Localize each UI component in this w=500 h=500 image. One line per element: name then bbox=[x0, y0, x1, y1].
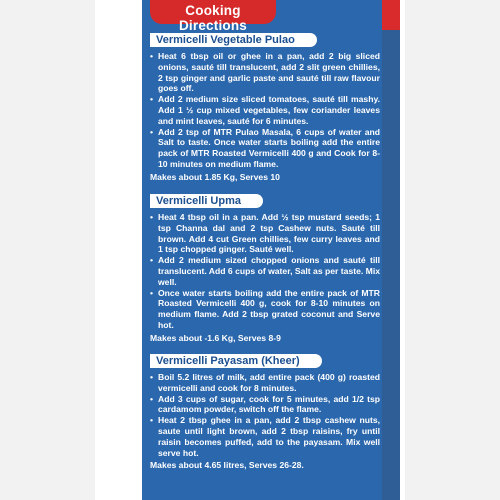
recipe-step: • Add 2 tsp of MTR Pulao Masala, 6 cups of water and Salt to taste. Once water starts boiling add the entire pack of MTR Roasted Vermicelli 400 g and Cook for 8-10 minutes on medium flame. bbox=[150, 127, 380, 170]
recipe-payasam bbox=[150, 351, 380, 471]
recipe-title: Vermicelli Payasam (Kheer) bbox=[150, 354, 322, 368]
background-right bbox=[405, 0, 500, 500]
recipe-title: Vermicelli Upma bbox=[150, 194, 263, 208]
recipe-upma bbox=[150, 191, 380, 344]
recipe-step: • Once water starts boiling add the entire pack of MTR Roasted Vermicelli 400 g, cook for 8-10 minutes on medium flame. Add 2 tbsp grated coconut and Serve hot. bbox=[150, 288, 380, 331]
recipe-step: • Boil 5.2 litres of milk, add entire pack (400 g) roasted vermicelli and cook for 8 minutes. bbox=[150, 372, 380, 394]
recipe-step: • Add 2 medium sized chopped onions and sauté till translucent. Add 6 cups of water, Salt as per taste. Mix well. bbox=[150, 255, 380, 287]
cooking-directions-header bbox=[150, 0, 276, 33]
recipe-step: • Heat 4 tbsp oil in a pan. Add ½ tsp mustard seeds; 1 tsp Channa dal and 2 tsp Cashew nuts. Sauté till brown. Add 4 cut Green chillies, few curry leaves and 1 tsp chopped ginger. Sauté well. bbox=[150, 212, 380, 255]
background-left bbox=[0, 0, 95, 500]
recipe-yield: Makes about 4.65 litres, Serves 26-28. bbox=[150, 460, 304, 471]
recipe-title: Vermicelli Vegetable Pulao bbox=[150, 33, 317, 47]
recipe-vegetable-pulao bbox=[150, 30, 380, 183]
side-strip-red-band bbox=[382, 0, 400, 30]
recipe-step: • Add 3 cups of sugar, cook for 5 minutes, add 1/2 tsp cardamom powder, switch off the flame. bbox=[150, 394, 380, 416]
recipe-steps bbox=[150, 212, 380, 331]
recipe-steps bbox=[150, 51, 380, 170]
header-title: Cooking Directions bbox=[178, 3, 248, 33]
recipe-step: • Heat 2 tbsp ghee in a pan, add 2 tbsp cashew nuts, saute until light brown, add 2 tbsp raisins, fry until raisin becomes puffed, add to the payasam. Mix well serve hot. bbox=[150, 415, 380, 458]
recipe-steps bbox=[150, 372, 380, 458]
recipe-step: • Add 2 medium size sliced tomatoes, sauté till mashy. Add 1 ½ cup mixed vegetables, few coriander leaves and mint leaves, sauté for 6 minutes. bbox=[150, 94, 380, 126]
recipe-yield: Makes about 1.85 Kg, Serves 10 bbox=[150, 171, 280, 182]
recipe-step: • Heat 6 tbsp oil or ghee in a pan, add 2 big sliced onions, sauté till translucent, add 2 slit green chillies, 2 tsp ginger and garlic paste and sauté till raw flavour goes off. bbox=[150, 51, 380, 94]
recipe-yield: Makes about -1.6 Kg, Serves 8-9 bbox=[150, 332, 281, 343]
package-side-strip bbox=[382, 0, 400, 500]
